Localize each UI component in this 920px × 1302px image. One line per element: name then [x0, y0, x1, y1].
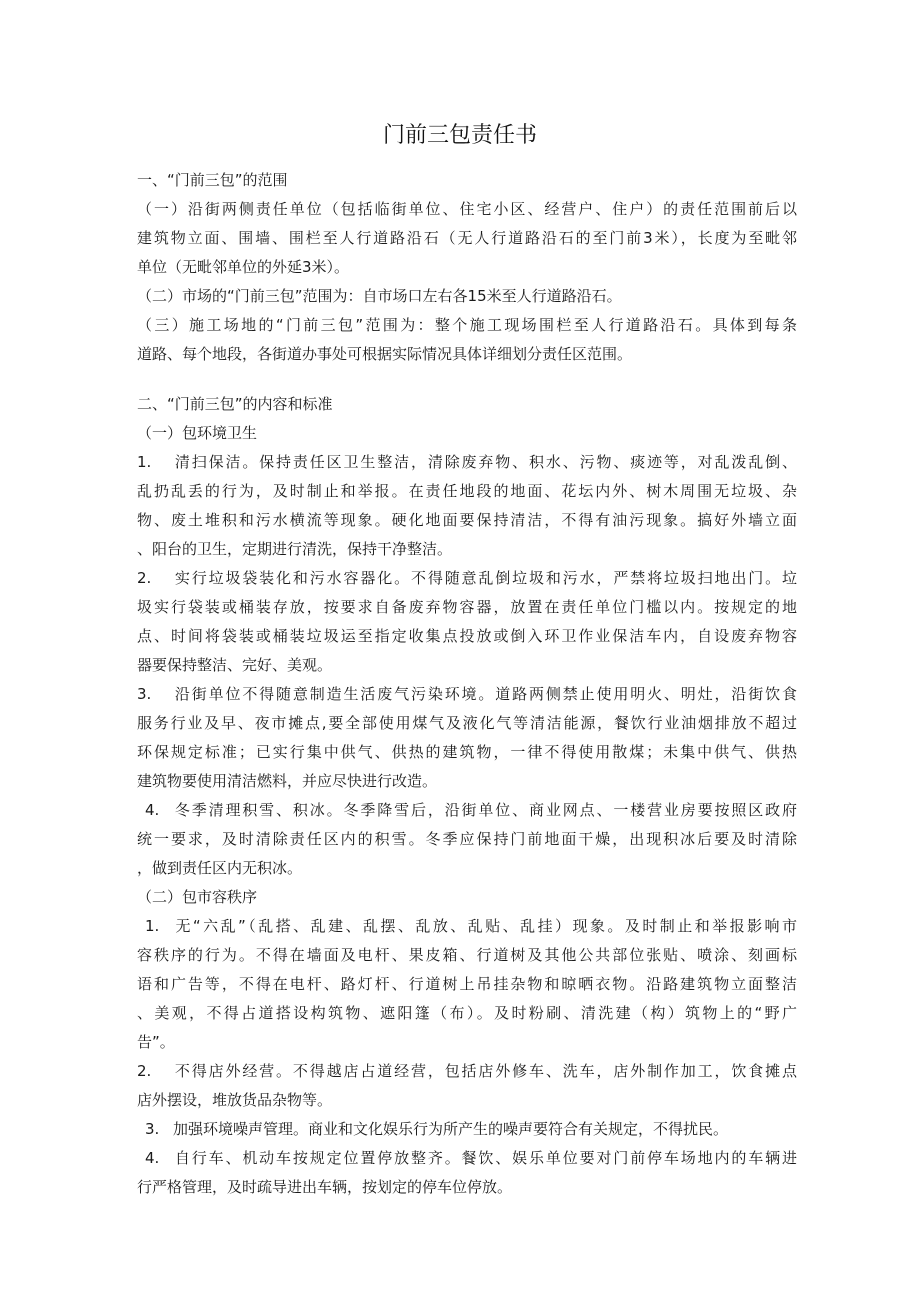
paragraph-line: 建筑物立面、围墙、围栏至人行道路沿石（无人行道路沿石的至门前3米），长度为至毗邻: [137, 229, 797, 247]
paragraph-line: （一）沿街两侧责任单位（包括临街单位、住宅小区、经营户、住户）的责任范围前后以: [137, 200, 797, 218]
list-item-line: 圾实行袋装或桶装存放，按要求自备废弃物容器，放置在责任单位门槛以内。按规定的地: [137, 598, 797, 616]
list-item-line: 点、时间将袋装或桶装垃圾运至指定收集点投放或倒入环卫作业保洁车内，自设废弃物容: [137, 627, 797, 645]
section-1: [137, 166, 797, 369]
list-item-line: 行严格管理，及时疏导进出车辆，按划定的停车位停放。: [137, 1178, 513, 1196]
list-item-line: 语和广告等，不得在电杆、路灯杆、行道树上吊挂杂物和晾晒衣物。沿路建筑物立面整洁: [137, 975, 797, 993]
list-item-line: 、阳台的卫生，定期进行清洗，保持干净整洁。: [137, 540, 453, 558]
list-number: 2.: [137, 569, 152, 587]
subsection-heading: （一）包环境卫生: [137, 424, 258, 442]
list-number: 3.: [145, 1120, 160, 1138]
list-number: 4.: [145, 801, 160, 819]
paragraph-line: （三）施工场地的“门前三包”范围为：整个施工现场围栏至人行道路沿石。具体到每条: [137, 316, 797, 334]
subsection-heading: （二）包市容秩序: [137, 888, 258, 906]
paragraph-line: 道路、每个地段，各街道办事处可根据实际情况具体详细划分责任区范围。: [137, 345, 633, 363]
list-item-line: 2. 实行垃圾袋装化和污水容器化。不得随意乱倒垃圾和污水，严禁将垃圾扫地出门。垃: [137, 564, 797, 593]
list-item-line: 告”。: [137, 1033, 175, 1051]
list-item-line: 3. 沿街单位不得随意制造生活废气污染环境。道路两侧禁止使用明火、明灶，沿街饮食: [137, 680, 797, 709]
list-item-line: 器要保持整洁、完好、美观。: [137, 656, 333, 674]
list-item-line: 2. 不得店外经营。不得越店占道经营，包括店外修车、洗车，店外制作加工，饮食摊点: [137, 1057, 797, 1086]
list-item-line: 1. 无“六乱”（乱搭、乱建、乱摆、乱放、乱贴、乱挂）现象。及时制止和举报影响市: [137, 912, 797, 941]
list-number: 1.: [137, 453, 152, 471]
list-item-line: 3. 加强环境噪声管理。商业和文化娱乐行为所产生的噪声要符合有关规定，不得扰民。: [137, 1115, 797, 1144]
list-item-line: 、美观，不得占道搭设构筑物、遮阳篷（布）。及时粉刷、清洗建（构）筑物上的“野广: [137, 1004, 797, 1022]
list-item-line: 4. 冬季清理积雪、积冰。冬季降雪后，沿街单位、商业网点、一楼营业房要按照区政府: [137, 796, 797, 825]
section-2: [137, 390, 797, 1202]
list-item-line: 物、废土堆积和污水横流等现象。硬化地面要保持清洁，不得有油污现象。搞好外墙立面: [137, 511, 797, 529]
list-number: 3.: [137, 685, 152, 703]
section-heading: 一、“门前三包”的范围: [137, 171, 288, 189]
list-item-line: 环保规定标准；已实行集中供气、供热的建筑物，一律不得使用散煤；未集中供气、供热: [137, 743, 797, 761]
list-item-line: 4. 自行车、机动车按规定位置停放整齐。餐饮、娱乐单位要对门前停车场地内的车辆进: [137, 1144, 797, 1173]
list-number: 4.: [145, 1149, 160, 1167]
list-item-line: 建筑物要使用清洁燃料，并应尽快进行改造。: [137, 772, 438, 790]
list-item-line: 店外摆设，堆放货品杂物等。: [137, 1091, 333, 1109]
paragraph-line: 单位（无毗邻单位的外延3米）。: [137, 258, 350, 276]
list-item-line: 乱扔乱丢的行为，及时制止和举报。在责任地段的地面、花坛内外、树木周围无垃圾、杂: [137, 482, 797, 500]
list-item-line: ，做到责任区内无积冰。: [137, 859, 303, 877]
list-item-line: 1. 清扫保洁。保持责任区卫生整洁，清除废弃物、积水、污物、痰迹等，对乱泼乱倒、: [137, 448, 797, 477]
section-heading: 二、“门前三包”的内容和标准: [137, 395, 333, 413]
list-item-line: 服务行业及早、夜市摊点,要全部使用煤气及液化气等清洁能源，餐饮行业油烟排放不超过: [137, 714, 797, 732]
list-number: 1.: [145, 917, 160, 935]
list-number: 2.: [137, 1062, 152, 1080]
document-title: 门前三包责任书: [382, 123, 537, 148]
paragraph-line: （二）市场的“门前三包”范围为：自市场口左右各15米至人行道路沿石。: [137, 287, 622, 305]
list-item-line: 统一要求，及时清除责任区内的积雪。冬季应保持门前地面干燥，出现积冰后要及时清除: [137, 830, 797, 848]
list-item-line: 容秩序的行为。不得在墙面及电杆、果皮箱、行道树及其他公共部位张贴、喷涂、刻画标: [137, 946, 797, 964]
